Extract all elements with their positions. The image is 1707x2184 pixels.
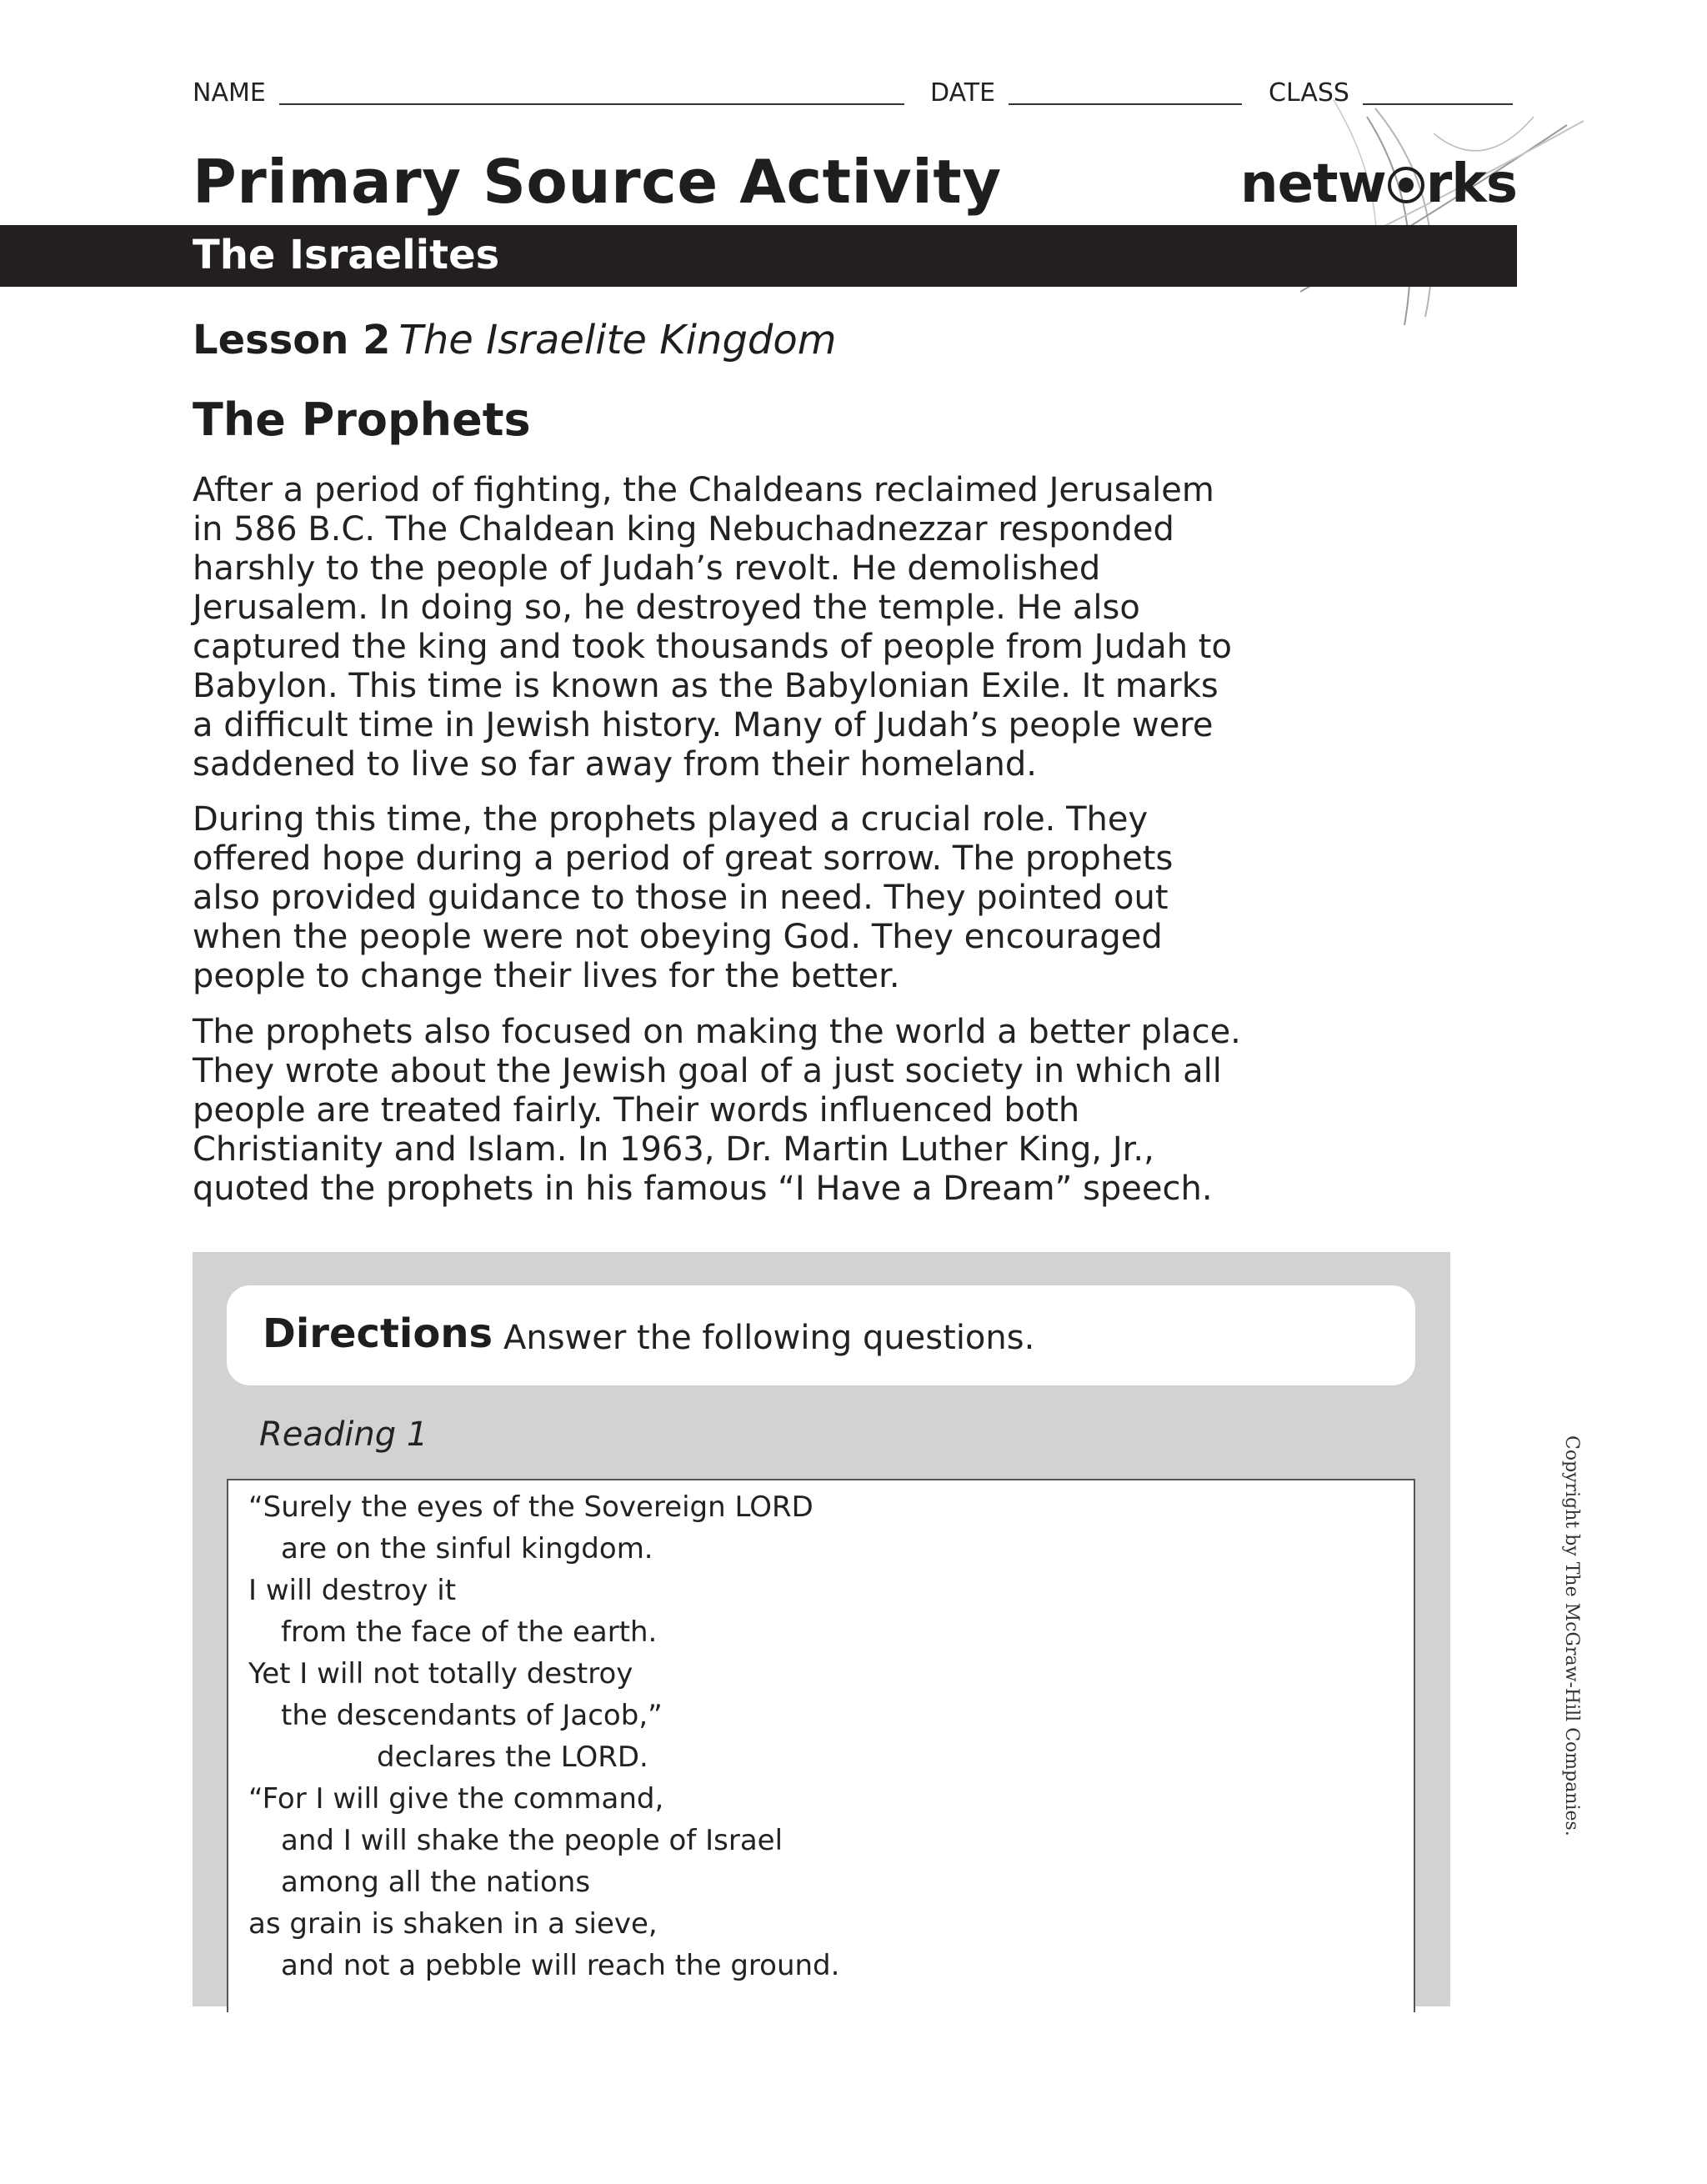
verse-line: “For I will give the command, <box>248 1782 664 1816</box>
name-label: NAME <box>193 78 266 108</box>
lesson-number: Lesson 2 <box>193 317 391 363</box>
verse-line: “Surely the eyes of the Sovereign LORD <box>248 1490 813 1524</box>
paragraph-1: After a period of fighting, the Chaldeans reclaimed Jerusalem in 586 B.C. The Chaldean king Nebuchadnezzar responded harshly to the people of Judah’s revolt. He demolished Jerusalem. In doing so, he destroyed the temple. He also captured the king and took thousands of people from Judah to Babylon. This time is known as the Babylonian Exile. It marks a difficult time in Jewish history. Many of Judah’s people were saddened to live so far away from their homeland. <box>193 471 1232 784</box>
verse-line: Yet I will not totally destroy <box>248 1657 633 1691</box>
chapter-title: The Israelites <box>193 232 500 278</box>
class-label: CLASS <box>1269 78 1349 108</box>
verse-line: and I will shake the people of Israel <box>281 1824 783 1857</box>
verse-line: as grain is shaken in a sieve, <box>248 1907 658 1941</box>
paragraph-2: During this time, the prophets played a crucial role. They offered hope during a period of great sorrow. The prophets also provided guidance to those in need. They pointed out when the people were not obeying God. They encouraged people to change their lives for the better. <box>193 800 1174 995</box>
verse-line: among all the nations <box>281 1866 591 1899</box>
verse-line: the descendants of Jacob,” <box>281 1699 663 1732</box>
logo-text-end: rks <box>1425 153 1517 215</box>
section-title: The Prophets <box>193 393 531 446</box>
date-label: DATE <box>930 78 996 108</box>
lesson-name: The Israelite Kingdom <box>398 317 837 363</box>
verse-line: I will destroy it <box>248 1574 457 1607</box>
name-line <box>279 103 904 105</box>
verse-line: are on the sinful kingdom. <box>281 1532 653 1565</box>
date-line <box>1009 103 1242 105</box>
verse-line: declares the LORD. <box>377 1741 648 1774</box>
reading-box <box>227 1479 1415 2012</box>
verse-line: and not a pebble will reach the ground. <box>281 1949 840 1982</box>
copyright-notice: Copyright by The McGraw-Hill Companies. <box>1561 1435 1582 1836</box>
logo-o-icon <box>1388 167 1424 203</box>
directions-text: Answer the following questions. <box>503 1319 1035 1357</box>
logo-text-start: netw <box>1240 153 1386 215</box>
lesson-heading <box>193 317 837 363</box>
reading-label: Reading 1 <box>259 1415 428 1454</box>
page-title: Primary Source Activity <box>193 147 1002 217</box>
verse-line: from the face of the earth. <box>281 1615 658 1649</box>
networks-logo <box>1240 153 1517 215</box>
directions-heading: Directions <box>263 1310 493 1357</box>
paragraph-3: The prophets also focused on making the world a better place. They wrote about the Jewish goal of a just society in which all people are treated fairly. Their words influenced both Christianity and Islam. In 1963, Dr. Martin Luther King, Jr., quoted the prophets in his famous “I Have a Dream” speech. <box>193 1013 1241 1208</box>
